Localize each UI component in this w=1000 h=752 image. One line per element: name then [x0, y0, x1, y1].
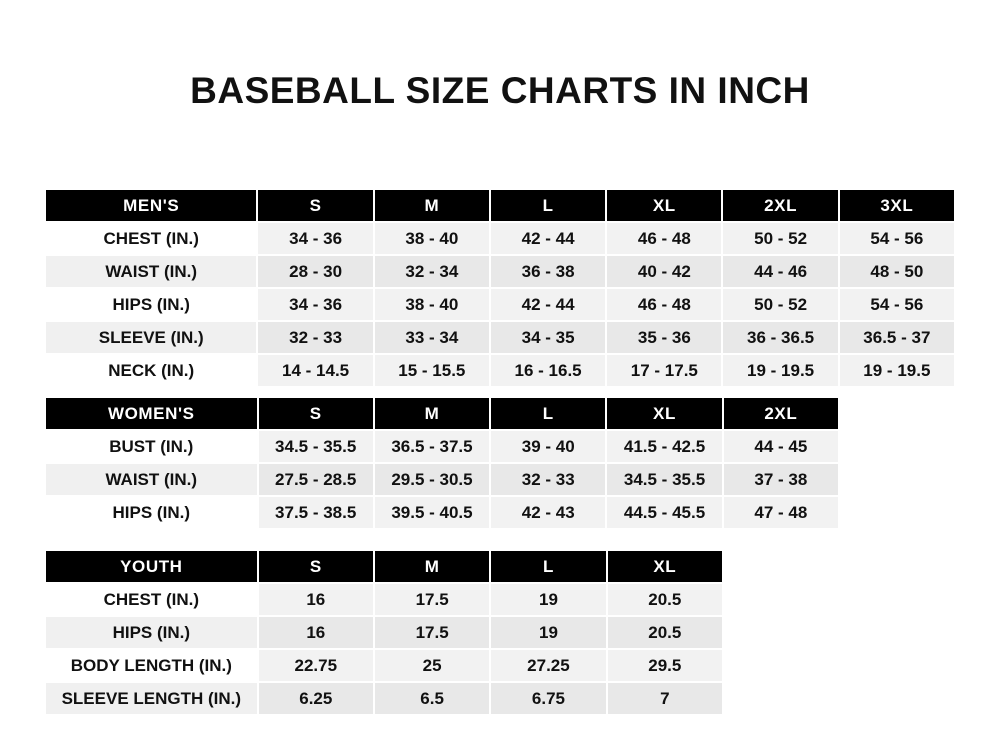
womens-header-xl: XL — [606, 397, 722, 430]
table-row — [45, 463, 839, 496]
cell: 6.75 — [490, 682, 606, 715]
cell: 15 - 15.5 — [374, 354, 490, 387]
cell: 29.5 — [607, 649, 723, 682]
cell: 36 - 38 — [490, 255, 606, 288]
cell: 42 - 44 — [490, 222, 606, 255]
table-row — [45, 496, 839, 529]
cell: 44 - 46 — [722, 255, 838, 288]
cell: 34 - 36 — [257, 288, 373, 321]
womens-header-title: WOMEN'S — [45, 397, 258, 430]
table-header-row — [45, 189, 955, 222]
cell: 36 - 36.5 — [722, 321, 838, 354]
row-label: HIPS (IN.) — [45, 288, 257, 321]
row-label: SLEEVE LENGTH (IN.) — [45, 682, 258, 715]
cell: 20.5 — [607, 583, 723, 616]
cell: 39 - 40 — [490, 430, 606, 463]
cell: 27.25 — [490, 649, 606, 682]
table-row — [45, 288, 955, 321]
table-row — [45, 616, 723, 649]
cell: 17.5 — [374, 616, 490, 649]
youth-header-title: YOUTH — [45, 550, 258, 583]
cell: 27.5 - 28.5 — [258, 463, 374, 496]
row-label: CHEST (IN.) — [45, 222, 257, 255]
cell: 32 - 33 — [257, 321, 373, 354]
cell: 36.5 - 37.5 — [374, 430, 490, 463]
cell: 54 - 56 — [839, 288, 955, 321]
table-header-row — [45, 550, 723, 583]
cell: 20.5 — [607, 616, 723, 649]
youth-header-l: L — [490, 550, 606, 583]
cell: 50 - 52 — [722, 222, 838, 255]
cell: 44 - 45 — [723, 430, 839, 463]
cell: 14 - 14.5 — [257, 354, 373, 387]
cell: 25 — [374, 649, 490, 682]
womens-header-l: L — [490, 397, 606, 430]
cell: 6.25 — [258, 682, 374, 715]
cell: 40 - 42 — [606, 255, 722, 288]
mens-header-m: M — [374, 189, 490, 222]
womens-size-table — [44, 396, 840, 530]
mens-header-s: S — [257, 189, 373, 222]
row-label: BODY LENGTH (IN.) — [45, 649, 258, 682]
cell: 19 - 19.5 — [839, 354, 955, 387]
cell: 34.5 - 35.5 — [606, 463, 722, 496]
womens-header-2xl: 2XL — [723, 397, 839, 430]
cell: 46 - 48 — [606, 222, 722, 255]
cell: 37.5 - 38.5 — [258, 496, 374, 529]
cell: 19 — [490, 616, 606, 649]
row-label: HIPS (IN.) — [45, 496, 258, 529]
mens-header-2xl: 2XL — [722, 189, 838, 222]
cell: 7 — [607, 682, 723, 715]
mens-header-xl: XL — [606, 189, 722, 222]
cell: 19 — [490, 583, 606, 616]
womens-header-s: S — [258, 397, 374, 430]
cell: 16 - 16.5 — [490, 354, 606, 387]
cell: 46 - 48 — [606, 288, 722, 321]
row-label: SLEEVE (IN.) — [45, 321, 257, 354]
youth-size-table — [44, 549, 724, 716]
cell: 36.5 - 37 — [839, 321, 955, 354]
cell: 37 - 38 — [723, 463, 839, 496]
cell: 22.75 — [258, 649, 374, 682]
cell: 47 - 48 — [723, 496, 839, 529]
cell: 17 - 17.5 — [606, 354, 722, 387]
cell: 34.5 - 35.5 — [258, 430, 374, 463]
row-label: BUST (IN.) — [45, 430, 258, 463]
mens-header-3xl: 3XL — [839, 189, 955, 222]
table-row — [45, 649, 723, 682]
cell: 28 - 30 — [257, 255, 373, 288]
youth-header-s: S — [258, 550, 374, 583]
cell: 16 — [258, 616, 374, 649]
row-label: WAIST (IN.) — [45, 255, 257, 288]
cell: 17.5 — [374, 583, 490, 616]
mens-size-table — [44, 188, 956, 388]
row-label: CHEST (IN.) — [45, 583, 258, 616]
cell: 16 — [258, 583, 374, 616]
mens-header-l: L — [490, 189, 606, 222]
cell: 39.5 - 40.5 — [374, 496, 490, 529]
cell: 34 - 35 — [490, 321, 606, 354]
row-label: HIPS (IN.) — [45, 616, 258, 649]
page-title: BASEBALL SIZE CHARTS IN INCH — [190, 70, 810, 111]
row-label: NECK (IN.) — [45, 354, 257, 387]
table-row — [45, 354, 955, 387]
table-row — [45, 321, 955, 354]
cell: 54 - 56 — [839, 222, 955, 255]
cell: 50 - 52 — [722, 288, 838, 321]
cell: 33 - 34 — [374, 321, 490, 354]
mens-header-title: MEN'S — [45, 189, 257, 222]
table-row — [45, 583, 723, 616]
cell: 38 - 40 — [374, 222, 490, 255]
cell: 34 - 36 — [257, 222, 373, 255]
cell: 6.5 — [374, 682, 490, 715]
table-header-row — [45, 397, 839, 430]
cell: 38 - 40 — [374, 288, 490, 321]
cell: 35 - 36 — [606, 321, 722, 354]
womens-header-m: M — [374, 397, 490, 430]
table-row — [45, 682, 723, 715]
row-label: WAIST (IN.) — [45, 463, 258, 496]
cell: 44.5 - 45.5 — [606, 496, 722, 529]
table-row — [45, 430, 839, 463]
cell: 32 - 34 — [374, 255, 490, 288]
youth-header-m: M — [374, 550, 490, 583]
cell: 29.5 - 30.5 — [374, 463, 490, 496]
cell: 42 - 43 — [490, 496, 606, 529]
cell: 42 - 44 — [490, 288, 606, 321]
table-row — [45, 255, 955, 288]
table-row — [45, 222, 955, 255]
cell: 41.5 - 42.5 — [606, 430, 722, 463]
youth-header-xl: XL — [607, 550, 723, 583]
cell: 32 - 33 — [490, 463, 606, 496]
cell: 19 - 19.5 — [722, 354, 838, 387]
cell: 48 - 50 — [839, 255, 955, 288]
